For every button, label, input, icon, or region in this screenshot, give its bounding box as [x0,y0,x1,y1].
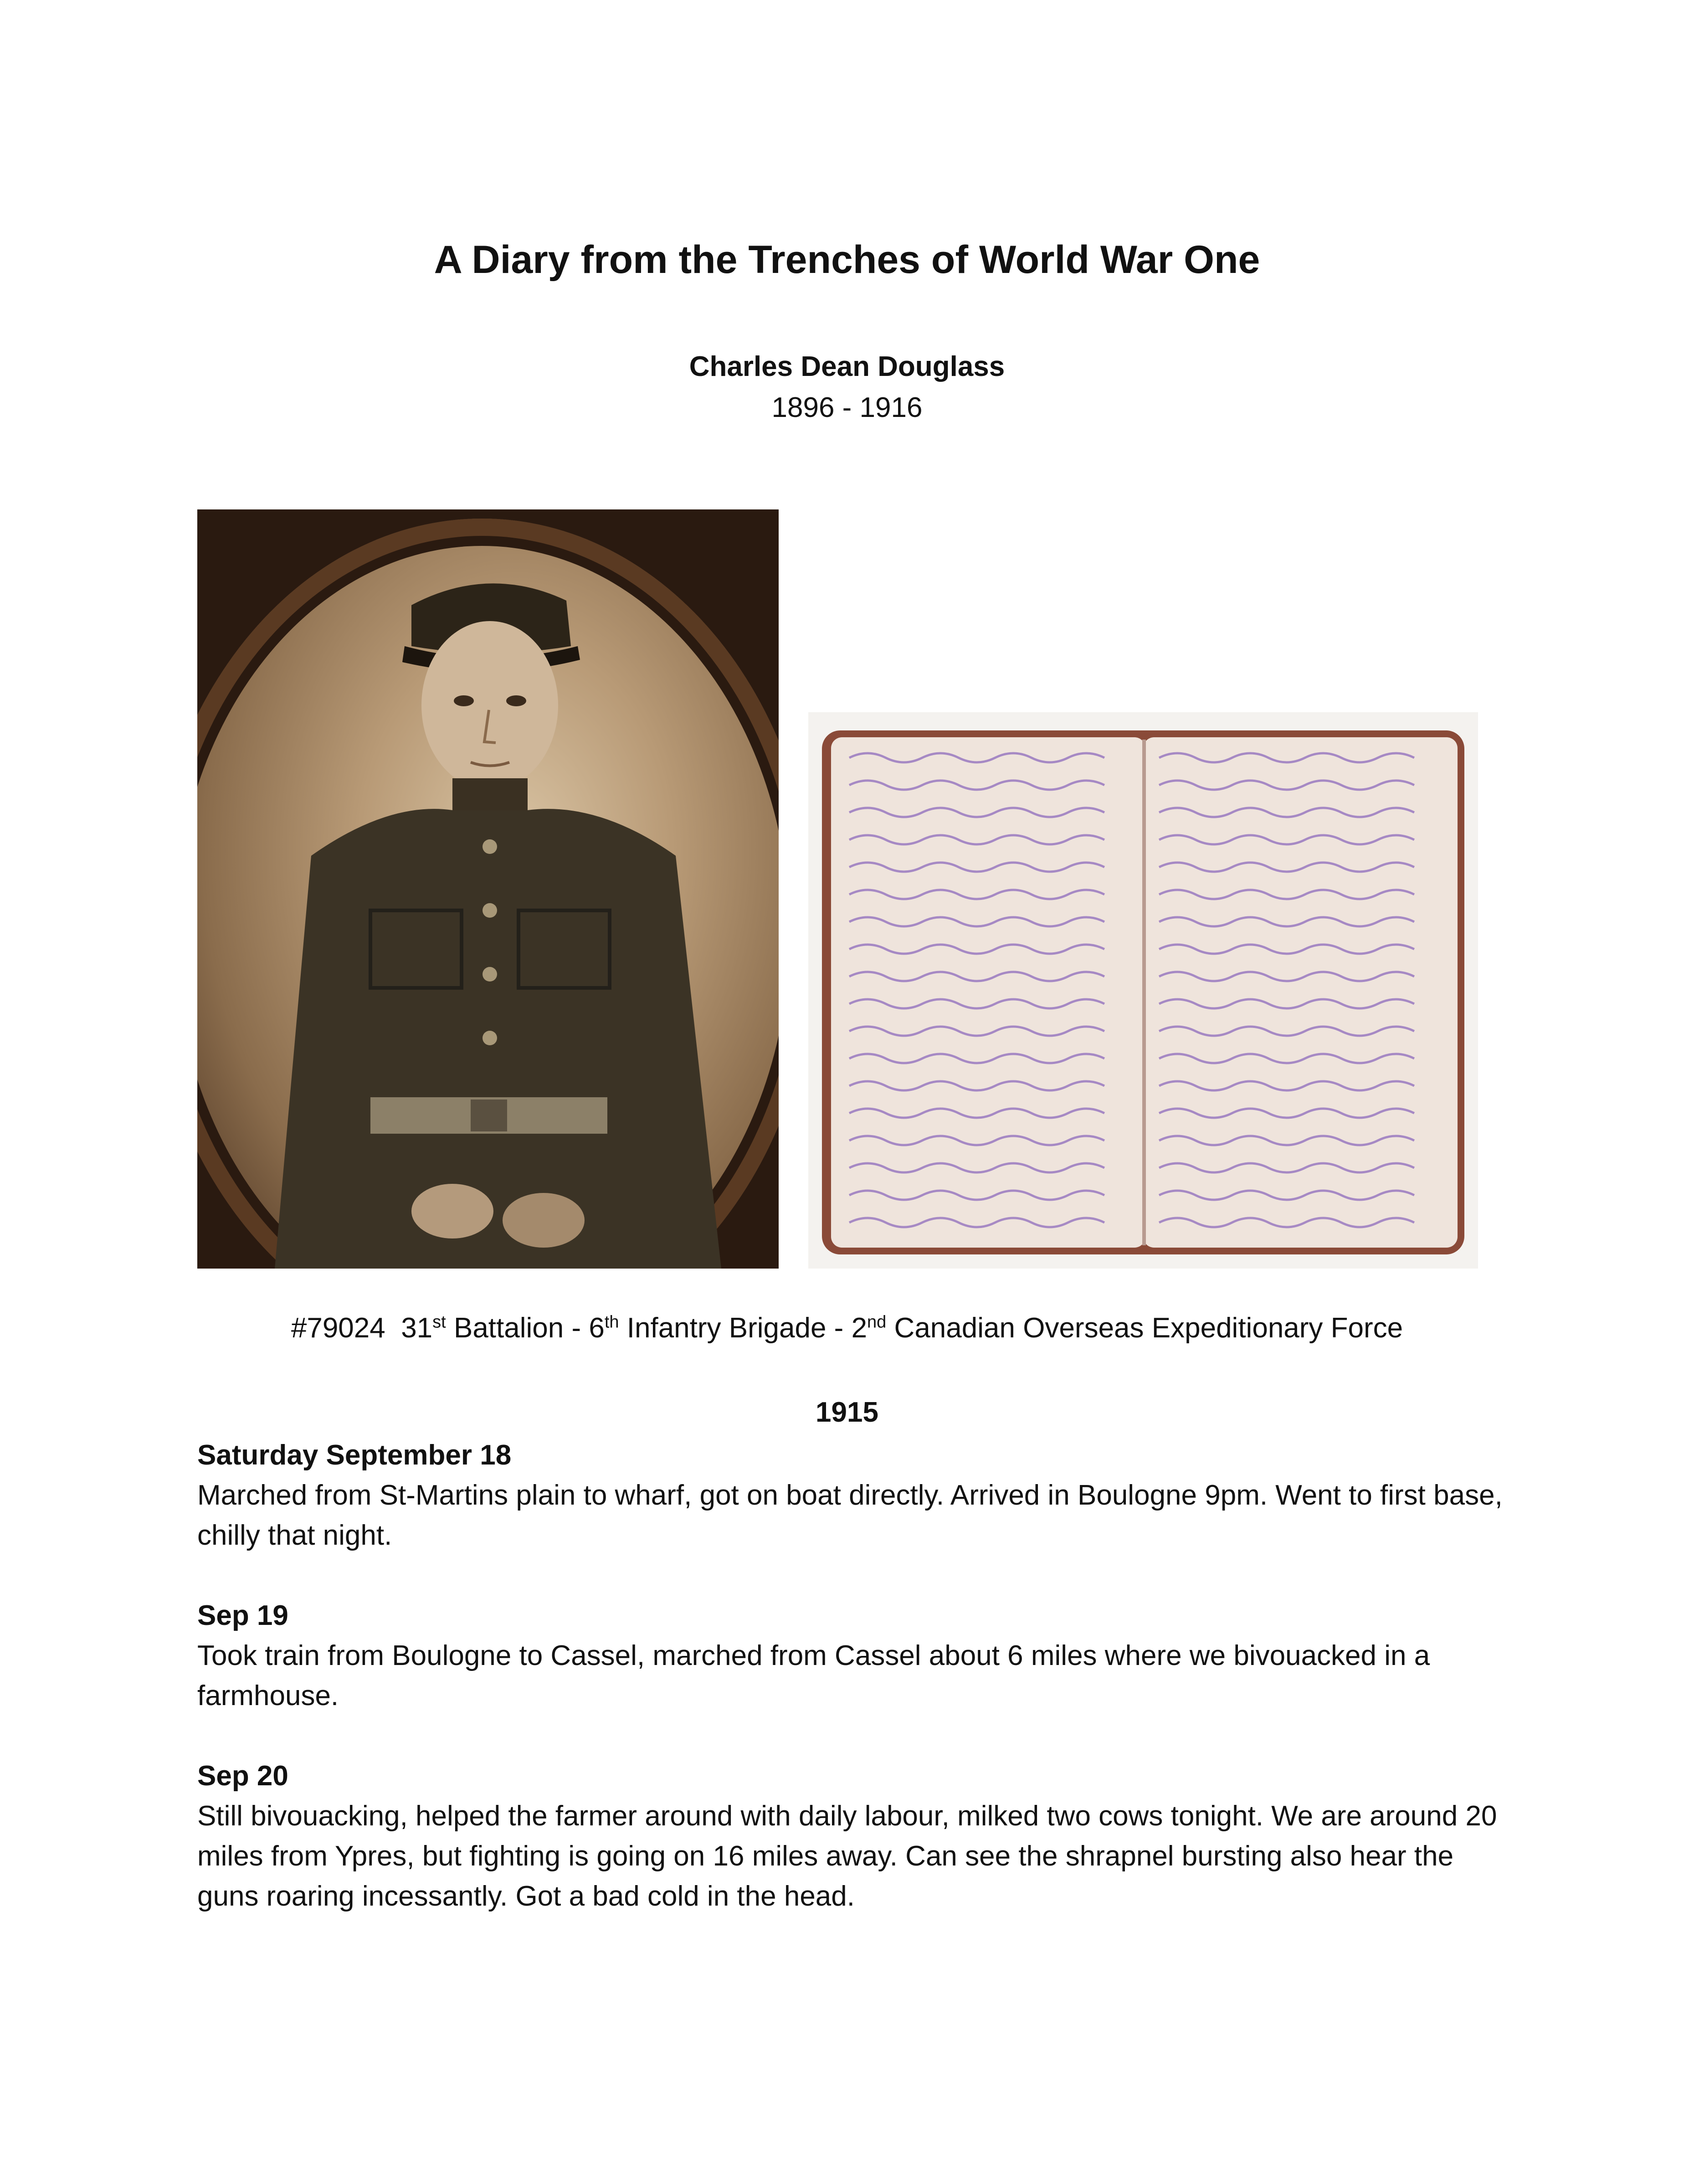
entry-date: Sep 19 [197,1600,288,1631]
author-name: Charles Dean Douglass [689,351,1005,382]
service-caption [0,1310,1694,1346]
diary-entry [197,1756,1505,1917]
force-suffix: nd [867,1312,887,1332]
year-heading: 1915 [816,1397,878,1428]
handwritten-diary-photo [808,712,1478,1269]
force-label: Canadian Overseas Expeditionary Force [886,1312,1403,1344]
diary-entries [197,1435,1505,1957]
soldier-figure-icon [197,509,779,1269]
battalion-label: Battalion - [446,1312,589,1344]
diary-entry [197,1435,1505,1556]
force-number: 2 [851,1312,868,1344]
entry-text: Took train from Boulogne to Cassel, marched from Cassel about 6 miles where we bivouacked in a farmhouse. [197,1640,1430,1711]
entry-text: Still bivouacking, helped the farmer around with daily labour, milked two cows tonight. We are around 20 miles from Ypres, but fighting is going on 16 miles away. Can see the shrapnel bursting also hear the guns roaring incessantly. Got a bad cold in the head. [197,1800,1497,1912]
entry-date: Sep 20 [197,1760,288,1792]
open-diary-icon [808,712,1478,1269]
brigade-number: 6 [589,1312,605,1344]
battalion-number: 31 [401,1312,433,1344]
diary-entry [197,1596,1505,1716]
brigade-label: Infantry Brigade - [619,1312,852,1344]
entry-date: Saturday September 18 [197,1439,512,1471]
entry-text: Marched from St-Martins plain to wharf, got on boat directly. Arrived in Boulogne 9pm. Went to first base, chilly that night. [197,1480,1503,1551]
soldier-portrait-photo [197,509,779,1269]
battalion-suffix: st [432,1312,446,1332]
service-number: #79024 [291,1312,385,1344]
document-title: A Diary from the Trenches of World War One [434,238,1260,282]
brigade-suffix: th [604,1312,619,1332]
author-years: 1896 - 1916 [771,392,923,423]
